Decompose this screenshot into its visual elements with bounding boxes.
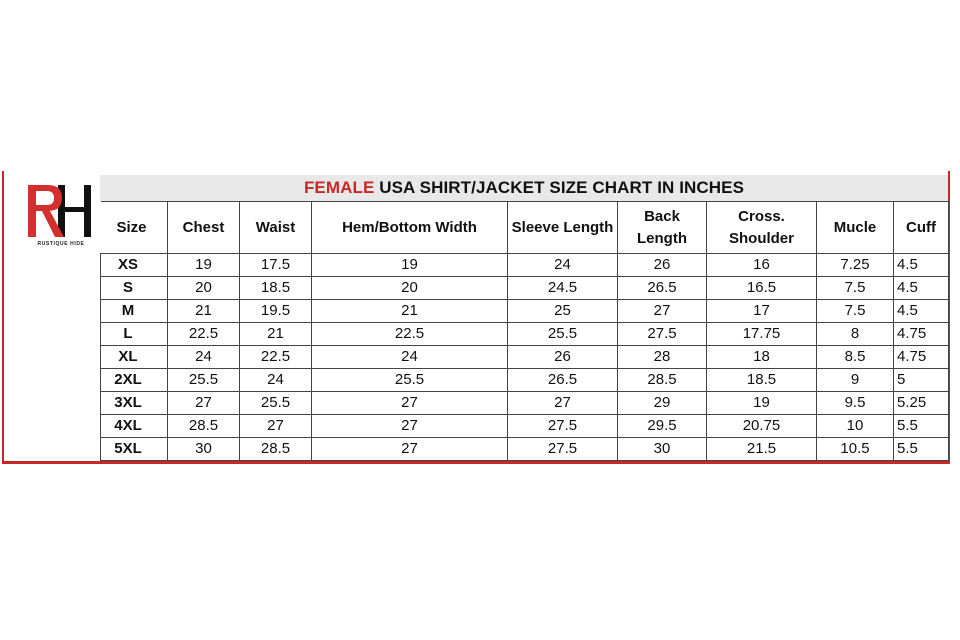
cell-chest: 27 [168, 392, 240, 415]
table-row [101, 323, 949, 346]
cell-cross: 16.5 [707, 277, 817, 300]
brand-logo [18, 181, 100, 251]
cell-mucle: 7.5 [817, 277, 894, 300]
cell-hem: 27 [312, 392, 508, 415]
cell-back: 27 [618, 300, 707, 323]
header-back-line2: Length [637, 229, 687, 247]
cell-chest: 30 [168, 438, 240, 461]
header-mucle: Mucle [817, 202, 894, 254]
cell-hem: 27 [312, 438, 508, 461]
cell-cuff: 4.5 [894, 254, 949, 277]
cell-cross: 18.5 [707, 369, 817, 392]
cell-mucle: 8 [817, 323, 894, 346]
table-row [101, 392, 949, 415]
cell-mucle: 7.25 [817, 254, 894, 277]
cell-cross: 21.5 [707, 438, 817, 461]
cell-cuff: 4.5 [894, 300, 949, 323]
cell-chest: 19 [168, 254, 240, 277]
cell-chest: 21 [168, 300, 240, 323]
cell-cross: 19 [707, 392, 817, 415]
table-row [101, 277, 949, 300]
header-row [101, 202, 949, 254]
cell-size: L [101, 323, 168, 346]
table-row [101, 438, 949, 461]
cell-mucle: 10 [817, 415, 894, 438]
cell-cross: 16 [707, 254, 817, 277]
header-size: Size [101, 202, 168, 254]
cell-sleeve: 24.5 [508, 277, 618, 300]
cell-back: 27.5 [618, 323, 707, 346]
cell-cross: 18 [707, 346, 817, 369]
cell-hem: 22.5 [312, 323, 508, 346]
cell-cuff: 4.75 [894, 346, 949, 369]
cell-mucle: 9.5 [817, 392, 894, 415]
cell-mucle: 9 [817, 369, 894, 392]
cell-cuff: 4.5 [894, 277, 949, 300]
header-back-line1: Back [644, 207, 680, 225]
size-chart-table [100, 201, 949, 461]
cell-mucle: 10.5 [817, 438, 894, 461]
cell-waist: 22.5 [240, 346, 312, 369]
cell-size: 5XL [101, 438, 168, 461]
cell-waist: 24 [240, 369, 312, 392]
cell-size: XS [101, 254, 168, 277]
cell-back: 29 [618, 392, 707, 415]
cell-waist: 25.5 [240, 392, 312, 415]
cell-waist: 19.5 [240, 300, 312, 323]
cell-chest: 20 [168, 277, 240, 300]
header-cross-line2: Shoulder [728, 229, 794, 247]
cell-cuff: 5.5 [894, 438, 949, 461]
cell-waist: 17.5 [240, 254, 312, 277]
cell-back: 28.5 [618, 369, 707, 392]
cell-sleeve: 25.5 [508, 323, 618, 346]
cell-waist: 27 [240, 415, 312, 438]
header-hem: Hem/Bottom Width [312, 202, 508, 254]
cell-cuff: 5.5 [894, 415, 949, 438]
cell-chest: 28.5 [168, 415, 240, 438]
size-rows [101, 254, 949, 461]
cell-chest: 22.5 [168, 323, 240, 346]
cell-mucle: 8.5 [817, 346, 894, 369]
cell-sleeve: 26 [508, 346, 618, 369]
cell-sleeve: 24 [508, 254, 618, 277]
cell-waist: 28.5 [240, 438, 312, 461]
cell-hem: 19 [312, 254, 508, 277]
cell-sleeve: 27 [508, 392, 618, 415]
cell-back: 28 [618, 346, 707, 369]
title-accent: FEMALE [303, 178, 375, 197]
cell-waist: 18.5 [240, 277, 312, 300]
cell-sleeve: 27.5 [508, 415, 618, 438]
cell-size: 3XL [101, 392, 168, 415]
cell-hem: 20 [312, 277, 508, 300]
cell-size: S [101, 277, 168, 300]
cell-cuff: 4.75 [894, 323, 949, 346]
header-cross-shoulder [707, 202, 817, 254]
rh-monogram-icon [18, 181, 100, 243]
cell-back: 26.5 [618, 277, 707, 300]
cell-back: 26 [618, 254, 707, 277]
cell-cross: 20.75 [707, 415, 817, 438]
table-row [101, 369, 949, 392]
cell-mucle: 7.5 [817, 300, 894, 323]
cell-size: XL [101, 346, 168, 369]
header-cross-line1: Cross. [738, 207, 785, 225]
table-row [101, 254, 949, 277]
header-chest: Chest [168, 202, 240, 254]
cell-cross: 17 [707, 300, 817, 323]
table-row [101, 300, 949, 323]
cell-cross: 17.75 [707, 323, 817, 346]
cell-hem: 25.5 [312, 369, 508, 392]
chart-title [100, 175, 948, 201]
cell-hem: 21 [312, 300, 508, 323]
brand-name: RUSTIQUE HIDE [37, 241, 85, 247]
cell-sleeve: 25 [508, 300, 618, 323]
header-waist: Waist [240, 202, 312, 254]
title-rest: USA SHIRT/JACKET SIZE CHART IN INCHES [374, 178, 745, 197]
cell-hem: 27 [312, 415, 508, 438]
cell-hem: 24 [312, 346, 508, 369]
cell-chest: 24 [168, 346, 240, 369]
cell-sleeve: 26.5 [508, 369, 618, 392]
cell-size: 2XL [101, 369, 168, 392]
cell-size: 4XL [101, 415, 168, 438]
cell-cuff: 5 [894, 369, 949, 392]
table-row [101, 415, 949, 438]
cell-back: 29.5 [618, 415, 707, 438]
cell-chest: 25.5 [168, 369, 240, 392]
header-cuff: Cuff [894, 202, 949, 254]
header-sleeve: Sleeve Length [508, 202, 618, 254]
table-row [101, 346, 949, 369]
cell-sleeve: 27.5 [508, 438, 618, 461]
header-back-length [618, 202, 707, 254]
cell-back: 30 [618, 438, 707, 461]
cell-size: M [101, 300, 168, 323]
cell-cuff: 5.25 [894, 392, 949, 415]
cell-waist: 21 [240, 323, 312, 346]
